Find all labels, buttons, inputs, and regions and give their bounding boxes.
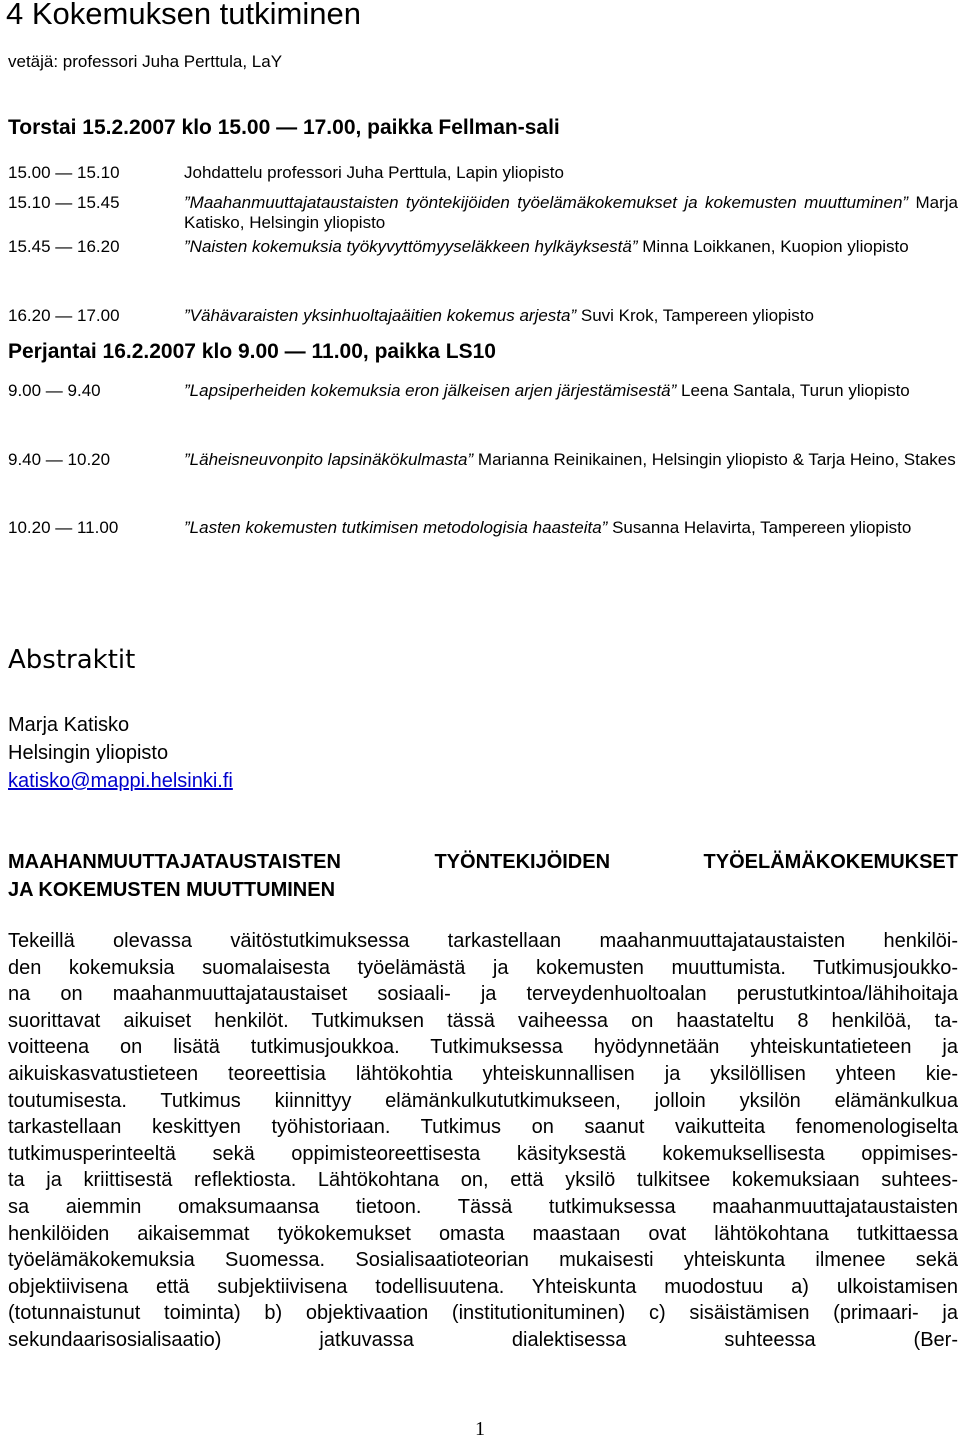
abstract-title-word: TYÖELÄMÄKOKEMUKSET <box>703 851 958 873</box>
author-email-link[interactable]: katisko@mappi.helsinki.fi <box>8 770 233 792</box>
speaker-info: Marianna Reinikainen, Helsingin yliopisto & Tarja Heino, Stakes <box>473 450 956 469</box>
abstract-body-line: tarkastellaan keskittyen työhistoriaan. Tutkimus on saanut vaikutteita fenomenologiselta <box>8 1116 958 1139</box>
program-time: 9.40 — 10.20 <box>8 450 111 469</box>
speaker-info: Minna Loikkanen, Kuopion yliopisto <box>637 237 909 256</box>
abstract-title-line2: JA KOKEMUSTEN MUUTTUMINEN <box>8 879 336 901</box>
speaker-info: Suvi Krok, Tampereen yliopisto <box>576 306 814 325</box>
abstract-body <box>8 928 958 1354</box>
abstract-body-line: voitteena on lisätä tutkimusjoukkoa. Tutkimuksessa hyödynnetään yhteiskuntatieteen ja <box>8 1036 958 1059</box>
day1-heading: Torstai 15.2.2007 klo 15.00 — 17.00, paikka Fellman-sali <box>8 116 560 139</box>
abstract-body-line: na on maahanmuuttajataustaiset sosiaali- ja terveydenhuoltoalan perustutkintoa/lähihoitaja <box>8 983 958 1006</box>
program-time: 15.45 — 16.20 <box>8 237 120 256</box>
abstract-body-line: sa aiemmin omaksumaansa tietoon. Tässä tutkimuksessa maahanmuuttajataustaisten <box>8 1195 958 1218</box>
section-heading-abstracts: Abstraktit <box>8 645 136 675</box>
program-time: 9.00 — 9.40 <box>8 381 101 400</box>
program-time: 16.20 — 17.00 <box>8 306 120 325</box>
abstract-title-word: MAAHANMUUTTAJATAUSTAISTEN <box>8 851 341 873</box>
session-leader: vetäjä: professori Juha Perttula, LaY <box>8 52 283 71</box>
abstract-body-line: ta ja kriittisestä reflektiosta. Lähtökohtana on, että yksilö tulkitsee kokemuksiaan suhtees- <box>8 1169 958 1192</box>
abstract-title <box>8 848 958 904</box>
abstract-body-line: (totunnaistunut toiminta) b) objektivaation (institutionituminen) c) sisäistämisen (primaari- ja <box>8 1302 958 1325</box>
talk-title: ”Naisten kokemuksia työkyvyttömyyseläkkeen hylkäyksestä” <box>184 237 638 256</box>
day2-heading: Perjantai 16.2.2007 klo 9.00 — 11.00, paikka LS10 <box>8 340 496 363</box>
talk-title: ”Maahanmuuttajataustaisten työntekijöiden työelämäkokemukset ja kokemusten muuttuminen” <box>184 193 909 212</box>
abstract-body-line: objektiivisena että subjektiivisena todellisuutena. Yhteiskunta muodostuu a) ulkoistamisen <box>8 1275 958 1298</box>
page-title: 4 Kokemuksen tutkiminen <box>6 0 361 31</box>
abstract-body-line: henkilöiden aikaisemmat työkokemukset omasta maastaan ovat lähtökohtana tutkittaessa <box>8 1222 958 1245</box>
speaker-info: Leena Santala, Turun yliopisto <box>676 381 910 400</box>
abstract-body-line: toutumisesta. Tutkimus kiinnittyy elämänkulkututkimukseen, jolloin yksilön elämänkulkua <box>8 1089 958 1112</box>
abstract-body-line: Tekeillä olevassa väitöstutkimuksessa tarkastellaan maahanmuuttajataustaisten henkilöi- <box>8 930 958 952</box>
abstract-body-line: aikuiskasvatustieteen teoreettisia lähtökohtia yhteiskunnallisen ja yksilöllisen yhteen kie- <box>8 1062 958 1085</box>
program-time: 10.20 — 11.00 <box>8 518 119 537</box>
program-time: 15.00 — 15.10 <box>8 163 120 182</box>
page-number: 1 <box>475 1418 485 1440</box>
program-description: Johdattelu professori Juha Perttula, Lapin yliopisto <box>184 163 564 182</box>
abstract-body-line: sekundaarisosialisaatio) jatkuvassa dialektisessa suhteessa (Ber- <box>8 1328 958 1351</box>
talk-title: ”Lasten kokemusten tutkimisen metodologisia haasteita” <box>184 518 608 537</box>
abstract-body-line: tutkimusperinteeltä sekä oppimisteoreettisesta käsityksestä kokemuksellisesta oppimises- <box>8 1142 958 1165</box>
speaker-info: Susanna Helavirta, Tampereen yliopisto <box>607 518 912 537</box>
abstract-title-word: TYÖNTEKIJÖIDEN <box>434 851 611 873</box>
talk-title: ”Vähävaraisten yksinhuoltajaäitien kokemus arjesta” <box>184 306 577 325</box>
talk-title: ”Läheisneuvonpito lapsinäkökulmasta” <box>184 450 474 469</box>
abstract-body-line: den kokemuksia suomalaisesta työelämästä ja kokemusten muuttumista. Tutkimusjoukko- <box>8 956 958 979</box>
program-time: 15.10 — 15.45 <box>8 193 120 212</box>
talk-title: ”Lapsiperheiden kokemuksia eron jälkeisen arjen järjestämisestä” <box>184 381 677 400</box>
abstract-body-line: suorittavat aikuiset henkilöt. Tutkimuksen tässä vaiheessa on haastateltu 8 henkilöä, ta- <box>8 1009 958 1032</box>
speaker-info: Marja Katisko, Helsingin yliopisto <box>184 193 958 232</box>
abstract-body-line: työelämäkokemuksia Suomessa. Sosialisaatioteorian mukaisesti yhteiskunta ilmenee sekä <box>8 1249 958 1272</box>
author-affiliation: Helsingin yliopisto <box>8 742 169 764</box>
author-name: Marja Katisko <box>8 714 130 736</box>
